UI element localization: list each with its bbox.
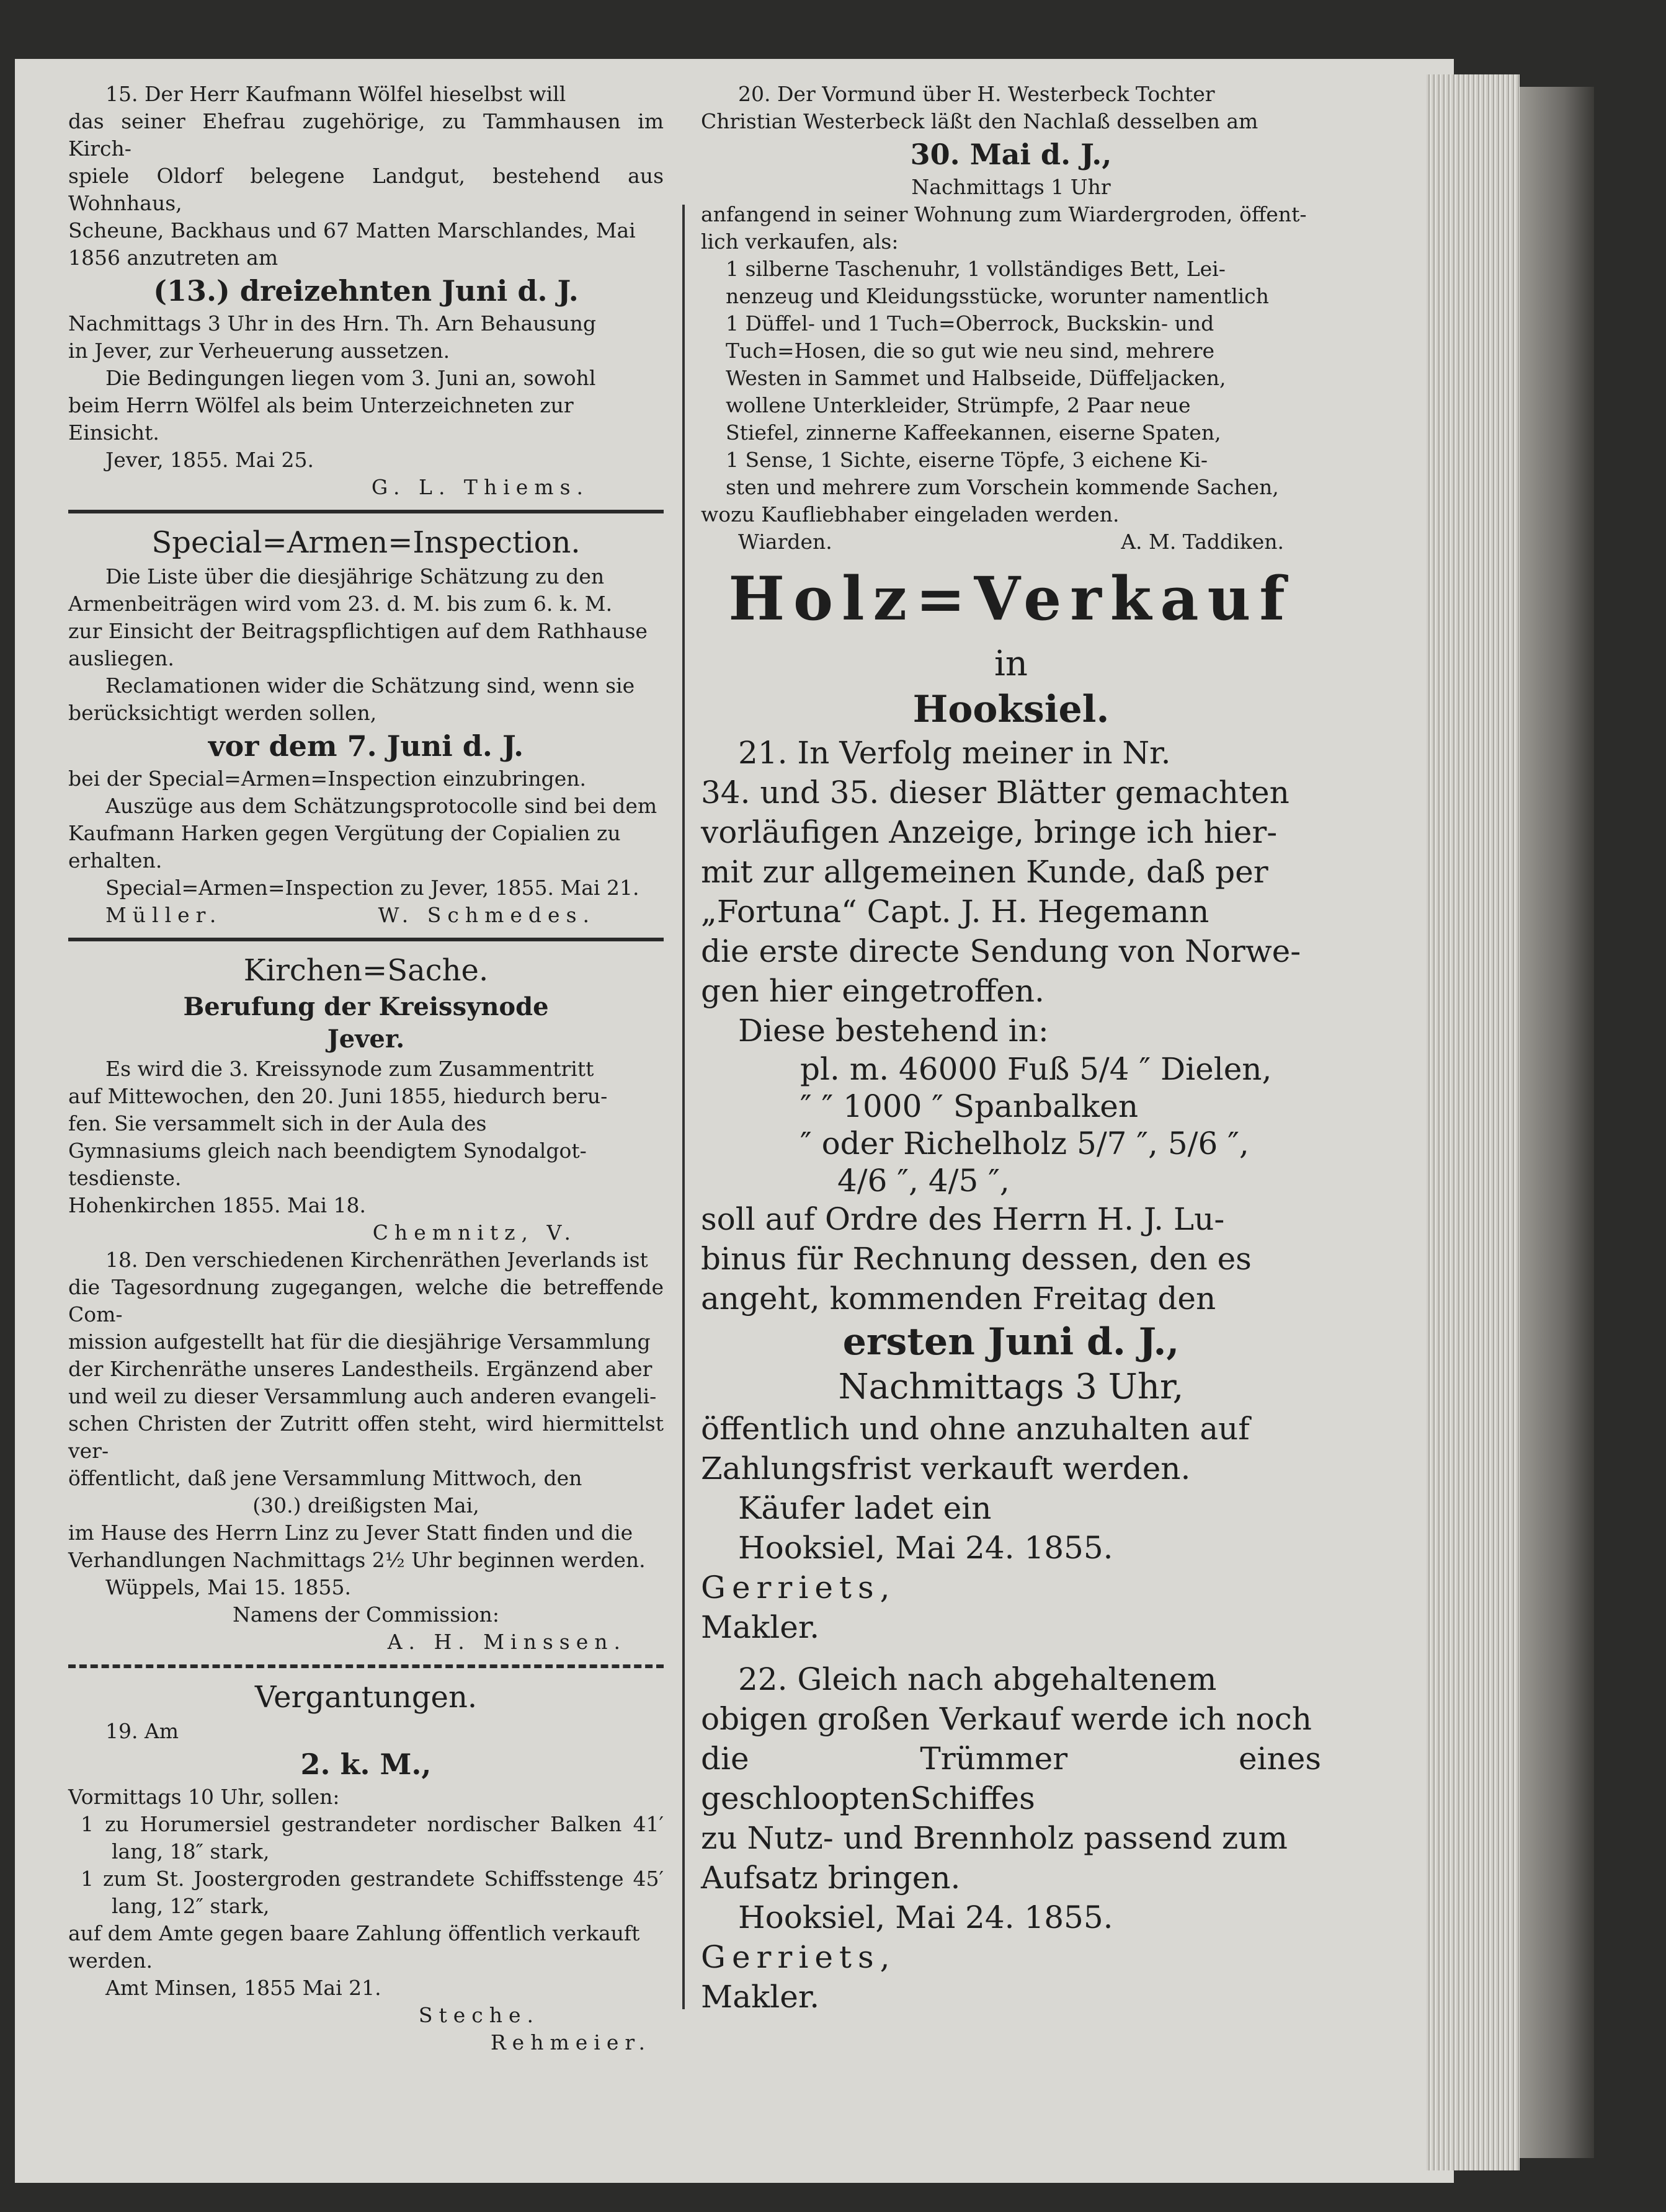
special-armen-inspection <box>68 522 664 929</box>
notice-line: öffentlicht, daß jene Versammlung Mittwoch, den <box>68 1466 582 1490</box>
notice-place-date: Special=Armen=Inspection zu Jever, 1855. Mai 21. <box>105 876 639 900</box>
list-item: ″ ″ 1000 ″ Spanbalken <box>800 1088 1139 1124</box>
signature: Steche. <box>418 2003 540 2027</box>
signature: Gerriets, <box>701 1570 896 1606</box>
notice-line: 18. Den verschiedenen Kirchenräthen Jeverlands ist <box>105 1248 648 1272</box>
notice-line: „Fortuna“ Capt. J. H. Hegemann <box>701 894 1209 930</box>
notice-line: 19. Am <box>105 1719 179 1743</box>
section-title: Kirchen=Sache. <box>243 953 489 988</box>
notice-line: 22. Gleich nach abgehaltenem <box>738 1661 1217 1697</box>
notice-time: Nachmittags 3 Uhr, <box>838 1367 1184 1407</box>
notice-line: Scheune, Backhaus und 67 Matten Marschlandes, Mai <box>68 218 636 242</box>
list-item: pl. m. 46000 Fuß 5/4 ″ Dielen, <box>800 1051 1272 1087</box>
notice-line: Westen in Sammet und Halbseide, Düffeljacken, <box>726 366 1226 390</box>
signature: A. M. Taddiken. <box>1121 530 1284 554</box>
notice-date: vor dem 7. Juni d. J. <box>208 729 524 763</box>
vergantungen <box>68 1677 664 2056</box>
notice-line: Vormittags 10 Uhr, sollen: <box>68 1785 340 1809</box>
list-item: 1 zum St. Joostergroden gestrandete Schiffsstenge 45′ lang, 12″ stark, <box>81 1867 664 1918</box>
book-binding-edge <box>1520 87 1594 2158</box>
notice-line: öffentlich und ohne anzuhalten auf <box>701 1411 1250 1447</box>
notice-20 <box>701 81 1321 556</box>
list-item: ″ oder Richelholz 5/7 ″, 5/6 ″, <box>800 1126 1249 1162</box>
notice-line: 1 silberne Taschenuhr, 1 vollständiges Bett, Lei- <box>726 257 1226 281</box>
notice-line: vorläufigen Anzeige, bringe ich hier- <box>701 814 1278 850</box>
notice-line: im Hause des Herrn Linz zu Jever Statt finden und die <box>68 1521 633 1545</box>
notice-line: Die Liste über die diesjährige Schätzung zu den <box>105 564 605 589</box>
notice-line: Tuch=Hosen, die so gut wie neu sind, mehrere <box>726 339 1214 363</box>
section-subtitle: Hooksiel. <box>912 688 1110 731</box>
notice-line: schen Christen der Zutritt offen steht, wird hiermittelst ver- <box>68 1411 664 1463</box>
list-item: 1 zu Horumersiel gestrandeter nordischer Balken 41′ lang, 18″ stark, <box>81 1812 664 1863</box>
notice-line: Verhandlungen Nachmittags 2½ Uhr beginnen werden. <box>68 1548 646 1572</box>
notice-line: mission aufgestellt hat für die diesjährige Versammlung <box>68 1330 651 1354</box>
notice-line: Diese bestehend in: <box>738 1013 1049 1049</box>
notice-line: gen hier eingetroffen. <box>701 973 1045 1009</box>
notice-line: 21. In Verfolg meiner in Nr. <box>738 735 1171 771</box>
section-rule <box>68 1664 664 1668</box>
notice-22 <box>701 1659 1321 2017</box>
notice-signature: G. L. Thiems. <box>371 475 589 499</box>
section-title: Special=Armen=Inspection. <box>151 525 581 560</box>
notice-date: 30. Mai d. J., <box>910 138 1112 171</box>
notice-line: wozu Kaufliebhaber eingeladen werden. <box>701 502 1120 526</box>
right-column <box>701 81 1321 2017</box>
notice-line: Stiefel, zinnerne Kaffeekannen, eiserne Spaten, <box>726 420 1221 445</box>
notice-line: und weil zu dieser Versammlung auch anderen evangeli- <box>68 1384 657 1408</box>
notice-date: (13.) dreizehnten Juni d. J. <box>153 274 579 308</box>
notice-place-date: Jever, 1855. Mai 25. <box>105 448 314 472</box>
notice-date: (30.) dreißigsten Mai, <box>252 1493 479 1517</box>
notice-line: Armenbeiträgen wird vom 23. d. M. bis zum 6. k. M. <box>68 592 613 616</box>
notice-place-date: Wüppels, Mai 15. 1855. <box>105 1575 352 1599</box>
notice-line: der Kirchenräthe unseres Landestheils. Ergänzend aber <box>68 1357 653 1381</box>
notice-line: Die Bedingungen liegen vom 3. Juni an, sowohl <box>105 366 596 390</box>
notice-place-date: Hohenkirchen 1855. Mai 18. <box>68 1193 366 1217</box>
notice-line: Es wird die 3. Kreissynode zum Zusammentritt <box>105 1057 594 1081</box>
notice-line: sten und mehrere zum Vorschein kommende Sachen, <box>726 475 1279 499</box>
left-column <box>68 81 664 2056</box>
notice-place-date: Hooksiel, Mai 24. 1855. <box>738 1899 1113 1935</box>
holz-verkauf <box>701 562 1321 1647</box>
notice-signatures <box>68 902 664 929</box>
notice-line: angeht, kommenden Freitag den <box>701 1281 1216 1317</box>
notice-line: 20. Der Vormund über H. Westerbeck Tochter <box>738 82 1215 106</box>
notice-date: 2. k. M., <box>300 1748 432 1781</box>
notice-line: die Tagesordnung zugegangen, welche die betreffende Com- <box>68 1275 664 1326</box>
notice-line: Gymnasiums gleich nach beendigtem Synodalgot- <box>68 1139 587 1163</box>
signature-title: Makler. <box>701 1609 820 1645</box>
notice-line: Reclamationen wider die Schätzung sind, wenn sie <box>105 673 635 698</box>
notice-line: auf Mittewochen, den 20. Juni 1855, hiedurch beru- <box>68 1084 608 1108</box>
notice-line: Kaufmann Harken gegen Vergütung der Copialien zu <box>68 821 621 845</box>
section-title: Vergantungen. <box>254 1680 478 1715</box>
notice-line: spiele Oldorf belegene Landgut, bestehend aus Wohnhaus, <box>68 164 664 215</box>
notice-line: das seiner Ehefrau zugehörige, zu Tammhausen im Kirch- <box>68 109 664 161</box>
notice-line: Käufer ladet ein <box>738 1490 992 1526</box>
signature: Rehmeier. <box>490 2030 651 2054</box>
section-rule <box>68 510 664 513</box>
notice-line: die Trümmer eines geschlooptenSchiffes <box>701 1741 1321 1816</box>
notice-line: 15. Der Herr Kaufmann Wölfel hieselbst will <box>105 82 566 106</box>
commission-label: Namens der Commission: <box>233 1602 499 1627</box>
notice-line: obigen großen Verkauf werde ich noch <box>701 1701 1312 1737</box>
section-subtitle: in <box>994 644 1028 684</box>
signature: Chemnitz, V. <box>372 1220 577 1245</box>
notice-line: Aufsatz bringen. <box>701 1860 961 1896</box>
notice-line: ausliegen. <box>68 646 174 670</box>
notice-place-date: Amt Minsen, 1855 Mai 21. <box>105 1976 381 2000</box>
notice-line: zur Einsicht der Beitragspflichtigen auf dem Rathhause <box>68 619 648 643</box>
notice-line: 1 Sense, 1 Sichte, eiserne Töpfe, 3 eichene Ki- <box>726 448 1208 472</box>
signature-title: Makler. <box>701 1979 820 2015</box>
section-subtitle: Jever. <box>327 1024 405 1054</box>
notice-place-date: Hooksiel, Mai 24. 1855. <box>738 1530 1113 1566</box>
notice-line: 1856 anzutreten am <box>68 246 278 270</box>
section-rule <box>68 938 664 941</box>
notice-line: Zahlungsfrist verkauft werden. <box>701 1450 1191 1486</box>
notice-line: mit zur allgemeinen Kunde, daß per <box>701 854 1268 890</box>
signature: W. Schmedes. <box>378 903 595 927</box>
signature: Wiarden. <box>738 530 832 554</box>
signature: Gerriets, <box>701 1939 896 1975</box>
notice-date: ersten Juni d. J., <box>842 1320 1180 1364</box>
notice-signatures <box>701 528 1321 556</box>
notice-line: beim Herrn Wölfel als beim Unterzeichneten zur <box>68 393 574 417</box>
section-title: Holz=Verkauf <box>728 564 1294 634</box>
notice-line: bei der Special=Armen=Inspection einzubringen. <box>68 766 586 791</box>
section-subtitle: Berufung der Kreissynode <box>183 992 549 1021</box>
notice-line: lich verkaufen, als: <box>701 229 899 254</box>
notice-line: erhalten. <box>68 848 163 873</box>
notice-line: werden. <box>68 1948 153 1973</box>
wood-list <box>701 1050 1321 1199</box>
notice-line: anfangend in seiner Wohnung zum Wiardergroden, öffent- <box>701 202 1307 226</box>
notice-line: tesdienste. <box>68 1166 182 1190</box>
item-list <box>701 255 1321 501</box>
notice-line: fen. Sie versammelt sich in der Aula des <box>68 1111 487 1135</box>
notice-line: die erste directe Sendung von Norwe- <box>701 933 1301 969</box>
notice-line: Christian Westerbeck läßt den Nachlaß desselben am <box>701 109 1258 133</box>
notice-line: zu Nutz- und Brennholz passend zum <box>701 1820 1288 1856</box>
notice-line: 34. und 35. dieser Blätter gemachten <box>701 775 1290 811</box>
notice-line: soll auf Ordre des Herrn H. J. Lu- <box>701 1201 1225 1237</box>
notice-line: Auszüge aus dem Schätzungsprotocolle sind bei dem <box>105 794 657 818</box>
notice-time: Nachmittags 1 Uhr <box>911 175 1111 199</box>
column-divider <box>682 205 685 2009</box>
notice-line: in Jever, zur Verheuerung aussetzen. <box>68 339 450 363</box>
notice-line: 1 Düffel- und 1 Tuch=Oberrock, Buckskin- und <box>726 311 1214 335</box>
notice-line: wollene Unterkleider, Strümpfe, 2 Paar neue <box>726 393 1191 417</box>
notice-15 <box>68 81 664 501</box>
notice-line: Nachmittags 3 Uhr in des Hrn. Th. Arn Behausung <box>68 311 596 335</box>
notice-line: binus für Rechnung dessen, den es <box>701 1241 1252 1277</box>
list-item: 4/6 ″, 4/5 ″, <box>837 1163 1010 1199</box>
notice-line: berücksichtigt werden sollen, <box>68 701 377 725</box>
signature: Müller. <box>105 903 223 927</box>
notice-line: auf dem Amte gegen baare Zahlung öffentlich verkauft <box>68 1921 640 1945</box>
kirchen-sache <box>68 950 664 1656</box>
notice-line: Einsicht. <box>68 420 159 445</box>
notice-line: nenzeug und Kleidungsstücke, worunter namentlich <box>726 284 1269 308</box>
page-stack-edge <box>1427 74 1520 2170</box>
signature: A. H. Minssen. <box>387 1630 626 1654</box>
